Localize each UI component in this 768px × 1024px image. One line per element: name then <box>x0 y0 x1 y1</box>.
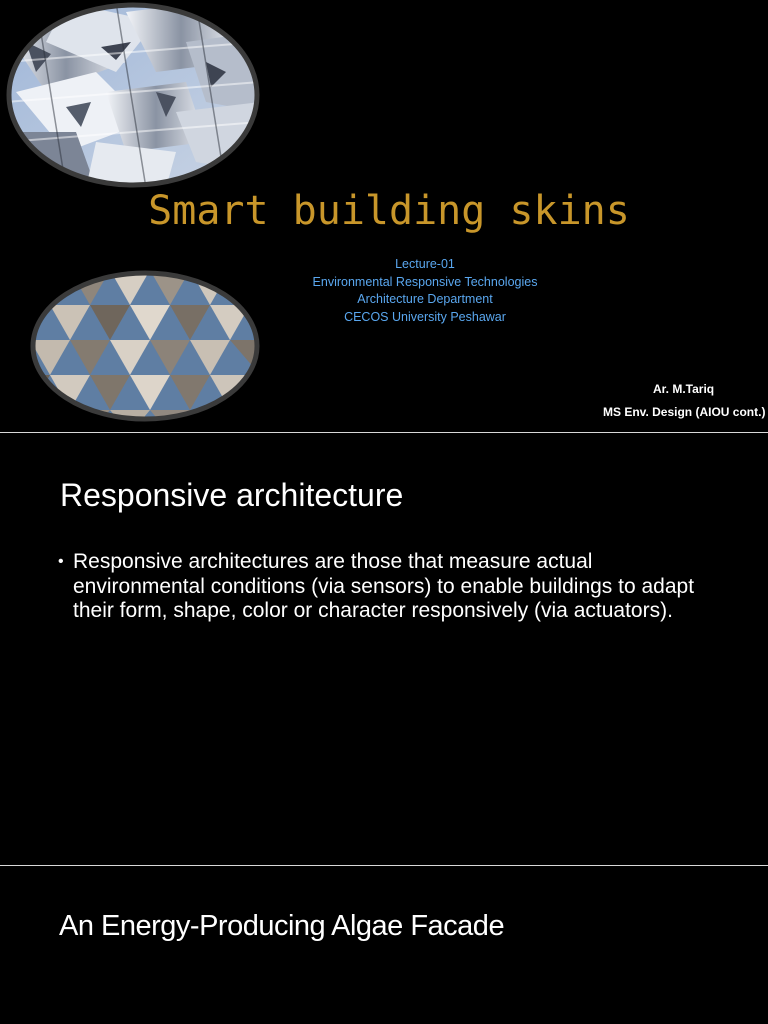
university-label: CECOS University Peshawar <box>344 309 506 324</box>
course-label: Environmental Responsive Technologies <box>312 274 538 289</box>
responsive-architecture-slide <box>0 433 768 865</box>
metallic-facade-image <box>6 2 260 188</box>
department-label: Architecture Department <box>357 292 493 306</box>
subtitle-block <box>300 256 550 326</box>
slide-heading: Responsive architecture <box>60 477 404 513</box>
author-name: Ar. M.Tariq <box>653 382 715 396</box>
lecture-label: Lecture-01 <box>395 257 455 271</box>
list-item <box>58 550 708 624</box>
slide-title: Smart building skins <box>148 188 630 234</box>
algae-facade-slide <box>0 866 768 1024</box>
title-slide <box>0 0 768 432</box>
pyramid-facade-image <box>30 270 260 422</box>
bullet-text: Responsive architectures are those that measure actual environmental conditions (via sensors) to enable buildings to adapt their form, shape, color or character responsively (via actuators). <box>73 550 695 622</box>
slide-heading: An Energy-Producing Algae Facade <box>59 910 505 942</box>
bullet-icon: • <box>58 553 64 570</box>
bullet-list <box>58 550 708 624</box>
author-degree: MS Env. Design (AIOU cont.) <box>603 405 766 419</box>
